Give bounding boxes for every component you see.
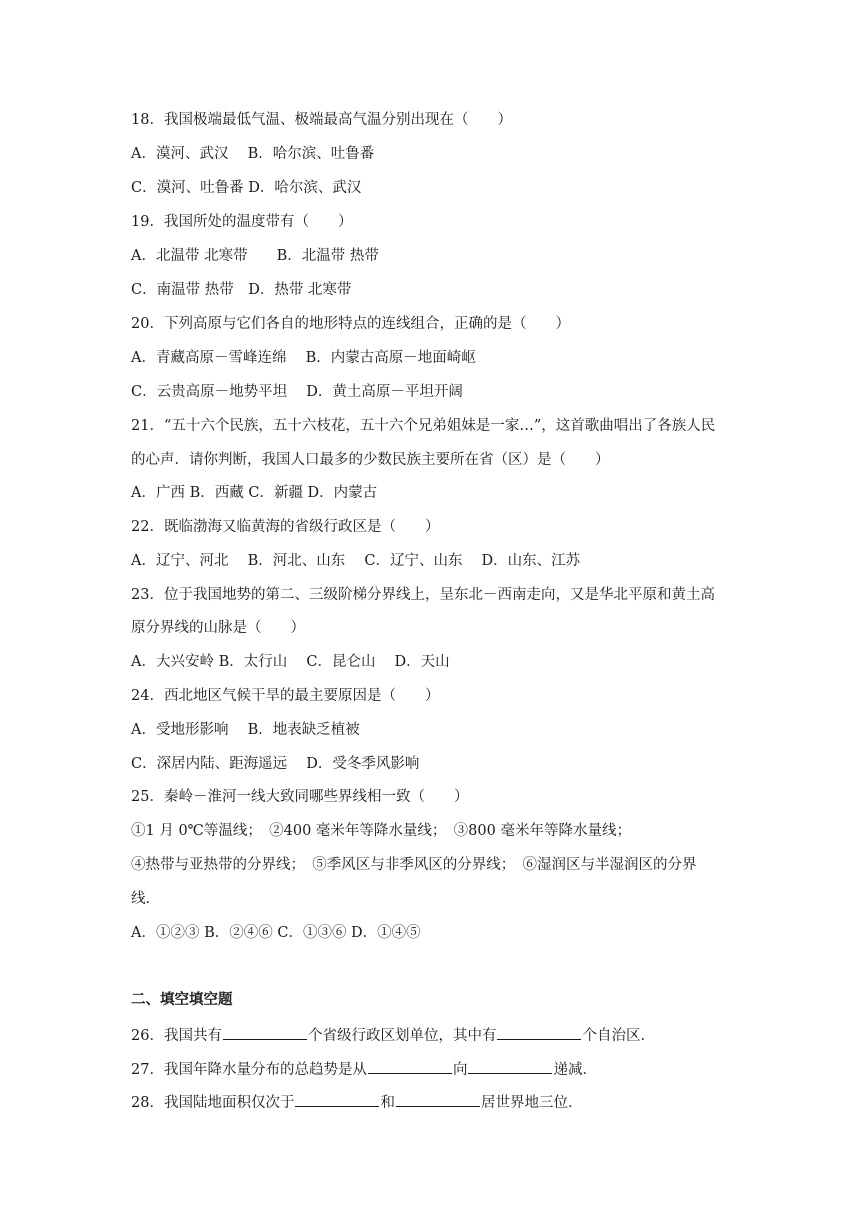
question-27 <box>131 1058 741 1080</box>
question-28-part3: 居世界地三位． <box>480 1095 583 1111</box>
question-18-options-ab: A．漠河、武汉 B．哈尔滨、吐鲁番 <box>131 146 375 162</box>
question-28 <box>131 1091 741 1113</box>
question-21-options: A．广西 B．西藏 C．新疆 D．内蒙古 <box>131 485 378 501</box>
question-28-part1: 28．我国陆地面积仅次于 <box>131 1095 295 1111</box>
answer-blank[interactable] <box>368 1058 452 1074</box>
question-20-stem: 20．下列高原与它们各自的地形特点的连线组合，正确的是（ ） <box>131 316 570 332</box>
answer-blank[interactable] <box>468 1058 552 1074</box>
question-27-part3: 递减． <box>553 1062 597 1078</box>
question-25-stem: 25．秦岭－淮河一线大致同哪些界线相一致（ ） <box>131 789 469 805</box>
question-22-options: A．辽宁、河北 B．河北、山东 C．辽宁、山东 D．山东、江苏 <box>131 553 581 569</box>
question-26-part2: 个省级行政区划单位，其中有 <box>307 1028 497 1044</box>
question-26-part1: 26．我国共有 <box>131 1028 222 1044</box>
question-18-options-cd: C．漠河、吐鲁番 D．哈尔滨、武汉 <box>131 180 362 196</box>
answer-blank[interactable] <box>396 1091 480 1107</box>
question-25-items-line3: 线． <box>131 891 160 907</box>
question-28-part2: 和 <box>380 1095 395 1111</box>
question-23-stem-line2: 原分界线的山脉是（ ） <box>131 620 305 636</box>
question-27-part2: 向 <box>452 1062 468 1078</box>
question-19-options-ab: A．北温带 北寒带 B．北温带 热带 <box>131 248 379 264</box>
question-21-stem-line1: 21．“五十六个民族，五十六枝花，五十六个兄弟姐妹是一家…”，这首歌曲唱出了各族人民 <box>131 418 716 434</box>
question-25-options: A．①②③ B．②④⑥ C．①③⑥ D．①④⑤ <box>131 925 421 941</box>
question-22-stem: 22．既临渤海又临黄海的省级行政区是（ ） <box>131 519 440 535</box>
question-24-options-ab: A．受地形影响 B．地表缺乏植被 <box>131 722 360 738</box>
question-24-options-cd: C．深居内陆、距海遥远 D．受冬季风影响 <box>131 756 420 772</box>
question-20-options-cd: C．云贵高原－地势平坦 D．黄土高原－平坦开阔 <box>131 384 463 400</box>
question-19-stem: 19．我国所处的温度带有（ ） <box>131 214 353 230</box>
question-25-items-line2: ④热带与亚热带的分界线； ⑤季风区与非季风区的分界线； ⑥湿润区与半湿润区的分界 <box>131 857 697 873</box>
answer-blank[interactable] <box>223 1024 307 1040</box>
question-20-options-ab: A．青藏高原－雪峰连绵 B．内蒙古高原－地面崎岖 <box>131 350 476 366</box>
question-25-items-line1: ①1 月 0℃等温线； ②400 毫米年等降水量线； ③800 毫米年等降水量线； <box>131 823 631 839</box>
question-23-options: A．大兴安岭 B．太行山 C．昆仑山 D．天山 <box>131 654 450 670</box>
question-18-stem: 18．我国极端最低气温、极端最高气温分别出现在（ ） <box>131 112 512 128</box>
question-23-stem-line1: 23．位于我国地势的第二、三级阶梯分界线上，呈东北－西南走向，又是华北平原和黄土高 <box>131 587 715 603</box>
question-21-stem-line2: 的心声．请你判断，我国人口最多的少数民族主要所在省（区）是（ ） <box>131 452 610 468</box>
question-26-part3: 个自治区． <box>582 1028 655 1044</box>
question-27-part1: 27．我国年降水量分布的总趋势是从 <box>131 1062 367 1078</box>
answer-blank[interactable] <box>497 1024 581 1040</box>
question-26 <box>131 1024 741 1046</box>
answer-blank[interactable] <box>295 1091 379 1107</box>
section-2-title: 二、填空填空题 <box>131 992 233 1008</box>
question-24-stem: 24．西北地区气候干旱的最主要原因是（ ） <box>131 688 440 704</box>
question-19-options-cd: C．南温带 热带 D．热带 北寒带 <box>131 282 352 298</box>
